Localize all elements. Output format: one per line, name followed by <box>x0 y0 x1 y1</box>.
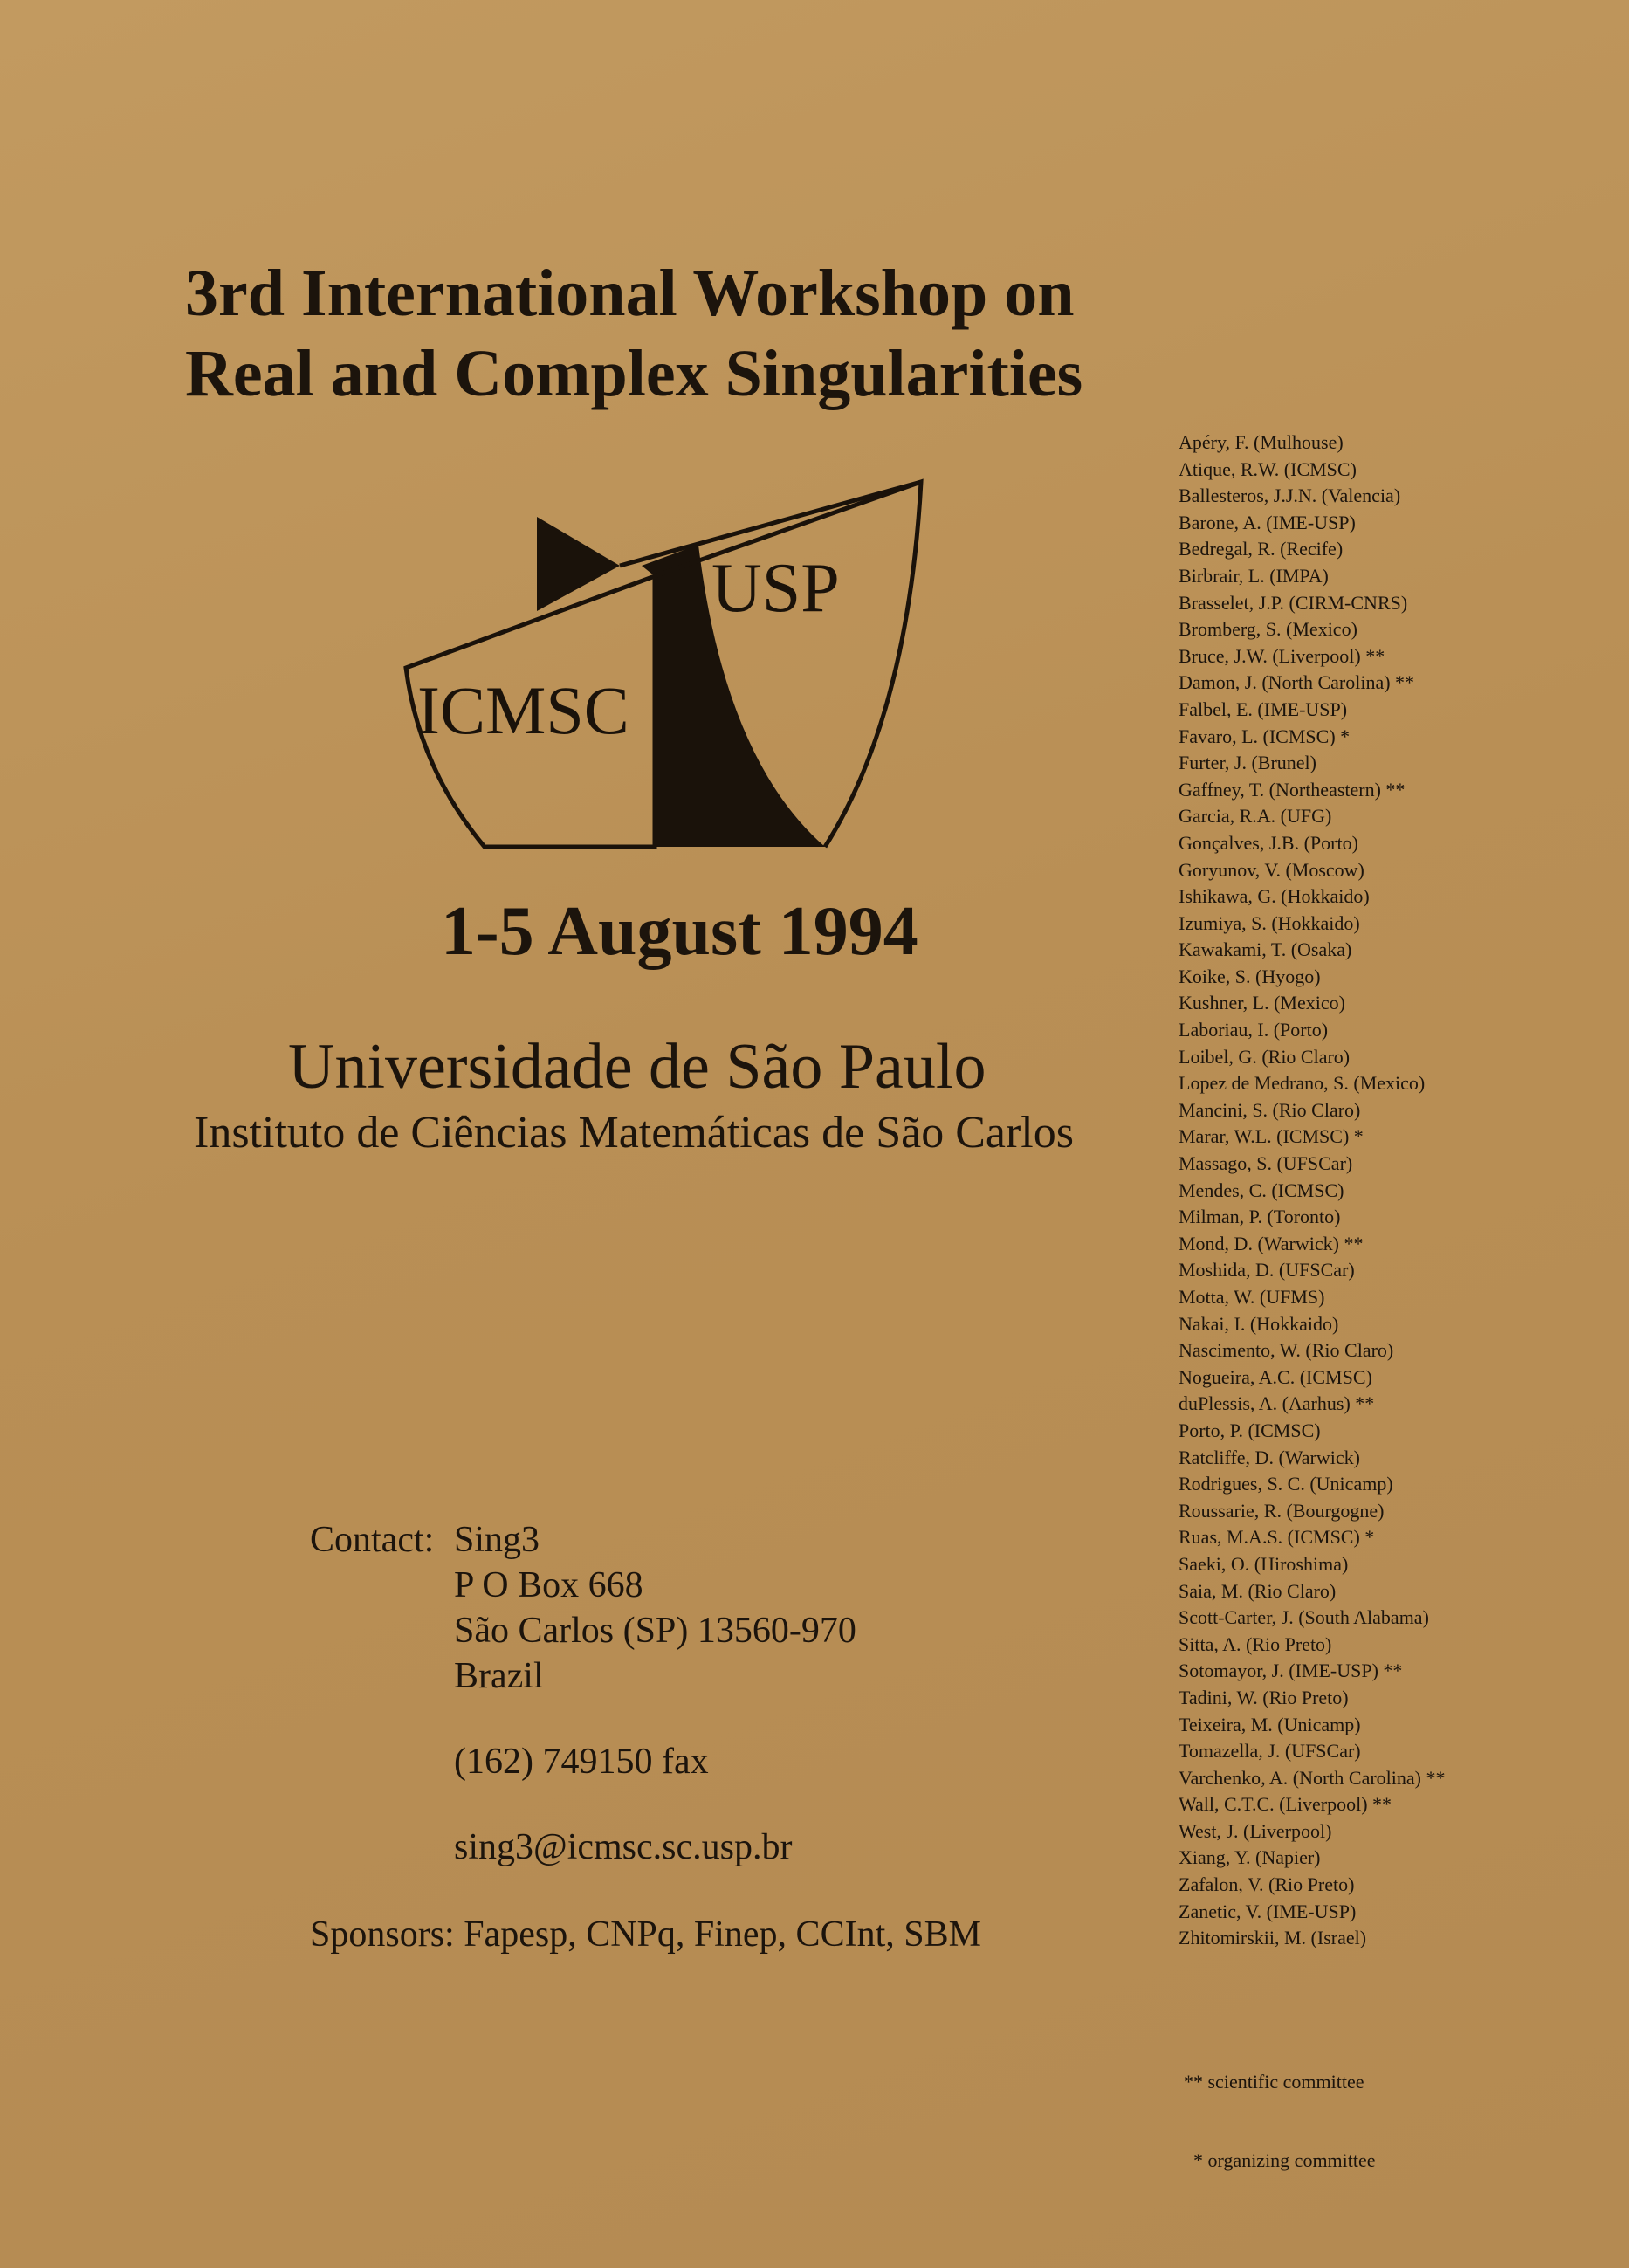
participant-item: Mond, D. (Warwick) ** <box>1179 1232 1364 1254</box>
participant-item: Izumiya, S. (Hokkaido) <box>1179 911 1360 934</box>
participant-item: Damon, J. (North Carolina) ** <box>1179 671 1415 694</box>
contact-lines <box>454 1517 856 1870</box>
participant-item: Birbrair, L. (IMPA) <box>1179 564 1329 587</box>
participant-item: Mendes, C. (ICMSC) <box>1179 1179 1344 1201</box>
participant-item: Sotomayor, J. (IME-USP) ** <box>1179 1660 1403 1682</box>
participant-item: Gonçalves, J.B. (Porto) <box>1179 831 1358 854</box>
participant-item: Zafalon, V. (Rio Preto) <box>1179 1873 1355 1896</box>
participant-item: Massago, S. (UFSCar) <box>1179 1152 1353 1175</box>
participant-item: Teixeira, M. (Unicamp) <box>1179 1713 1361 1735</box>
participant-item: Varchenko, A. (North Carolina) ** <box>1179 1766 1446 1789</box>
participant-item: Bruce, J.W. (Liverpool) ** <box>1179 644 1385 667</box>
logo-black-triangle <box>537 517 620 611</box>
legend-scientific: ** scientific committee <box>1184 2071 1364 2093</box>
contact-name: Sing3 <box>454 1520 540 1560</box>
participant-item: Rodrigues, S. C. (Unicamp) <box>1179 1473 1393 1495</box>
institute-name: Instituto de Ciências Matemáticas de São Carlos <box>194 1108 1074 1158</box>
participant-item: West, J. (Liverpool) <box>1179 1819 1332 1842</box>
participant-item: duPlessis, A. (Aarhus) ** <box>1179 1392 1375 1415</box>
participant-item: Koike, S. (Hyogo) <box>1179 965 1321 987</box>
participant-list <box>1179 430 1445 1952</box>
workshop-dates: 1-5 August 1994 <box>441 893 918 970</box>
participant-item: Marar, W.L. (ICMSC) * <box>1179 1125 1364 1148</box>
participant-item: Favaro, L. (ICMSC) * <box>1179 725 1351 747</box>
participant-item: Xiang, Y. (Napier) <box>1179 1846 1321 1869</box>
participant-item: Ruas, M.A.S. (ICMSC) * <box>1179 1526 1375 1549</box>
legend-organizing: * organizing committee <box>1184 2149 1376 2171</box>
participant-item: Saeki, O. (Hiroshima) <box>1179 1552 1349 1575</box>
participant-item: Barone, A. (IME-USP) <box>1179 511 1356 533</box>
participant-item: Nogueira, A.C. (ICMSC) <box>1179 1365 1372 1388</box>
participant-item: Atique, R.W. (ICMSC) <box>1179 457 1357 480</box>
contact-spacer <box>454 1784 856 1825</box>
participant-item: Milman, P. (Toronto) <box>1179 1206 1341 1228</box>
contact-city: São Carlos (SP) 13560-970 <box>454 1611 856 1651</box>
participant-item: Zhitomirskii, M. (Israel) <box>1179 1927 1367 1949</box>
contact-box: P O Box 668 <box>454 1565 643 1605</box>
contact-label: Contact: <box>310 1520 435 1560</box>
workshop-title <box>185 253 1083 414</box>
participant-item: Porto, P. (ICMSC) <box>1179 1419 1321 1441</box>
participant-item: Ishikawa, G. (Hokkaido) <box>1179 885 1370 908</box>
contact-spacer <box>454 1699 856 1739</box>
participant-item: Garcia, R.A. (UFG) <box>1179 805 1332 828</box>
participant-item: Bromberg, S. (Mexico) <box>1179 618 1358 641</box>
participant-item: Gaffney, T. (Northeastern) ** <box>1179 778 1406 801</box>
participant-item: Nakai, I. (Hokkaido) <box>1179 1312 1339 1335</box>
participant-item: Apéry, F. (Mulhouse) <box>1179 431 1344 453</box>
participant-item: Laboriau, I. (Porto) <box>1179 1019 1329 1041</box>
participant-item: Brasselet, J.P. (CIRM-CNRS) <box>1179 591 1408 614</box>
participant-item: Sitta, A. (Rio Preto) <box>1179 1632 1332 1655</box>
participant-item: Falbel, E. (IME-USP) <box>1179 698 1348 720</box>
participant-item: Zanetic, V. (IME-USP) <box>1179 1900 1357 1922</box>
participant-item: Ratcliffe, D. (Warwick) <box>1179 1446 1360 1468</box>
participant-item: Furter, J. (Brunel) <box>1179 752 1316 774</box>
title-line-1: 3rd International Workshop on <box>185 257 1075 330</box>
participant-item: Roussarie, R. (Bourgogne) <box>1179 1499 1385 1522</box>
participant-item: Lopez de Medrano, S. (Mexico) <box>1179 1072 1426 1095</box>
contact-country: Brazil <box>454 1656 544 1696</box>
sponsors-line: Sponsors: Fapesp, CNPq, Finep, CCInt, SBM <box>310 1914 981 1955</box>
logo-icmsc-label: ICMSC <box>417 672 629 748</box>
participant-item: Mancini, S. (Rio Claro) <box>1179 1098 1361 1121</box>
committee-legend <box>1184 2017 1376 2226</box>
contact-email: sing3@icmsc.sc.usp.br <box>454 1827 793 1867</box>
participant-item: Saia, M. (Rio Claro) <box>1179 1579 1337 1602</box>
participant-item: Ballesteros, J.J.N. (Valencia) <box>1179 485 1401 507</box>
title-line-2: Real and Complex Singularities <box>185 337 1083 410</box>
participant-item: Bedregal, R. (Recife) <box>1179 538 1344 560</box>
participant-item: Wall, C.T.C. (Liverpool) ** <box>1179 1793 1392 1816</box>
participant-item: Tomazella, J. (UFSCar) <box>1179 1740 1361 1763</box>
participant-item: Nascimento, W. (Rio Claro) <box>1179 1339 1394 1362</box>
participant-item: Motta, W. (UFMS) <box>1179 1286 1325 1308</box>
participant-item: Loibel, G. (Rio Claro) <box>1179 1045 1351 1068</box>
icmsc-usp-logo <box>384 471 952 864</box>
participant-item: Kawakami, T. (Osaka) <box>1179 938 1352 961</box>
participant-item: Moshida, D. (UFSCar) <box>1179 1259 1355 1282</box>
participant-item: Goryunov, V. (Moscow) <box>1179 858 1364 881</box>
university-name: Universidade de São Paulo <box>288 1031 986 1103</box>
contact-fax: (162) 749150 fax <box>454 1742 709 1782</box>
logo-usp-label: USP <box>711 550 840 627</box>
participant-item: Kushner, L. (Mexico) <box>1179 992 1345 1014</box>
participant-item: Tadini, W. (Rio Preto) <box>1179 1686 1349 1708</box>
participant-item: Scott-Carter, J. (South Alabama) <box>1179 1606 1429 1629</box>
